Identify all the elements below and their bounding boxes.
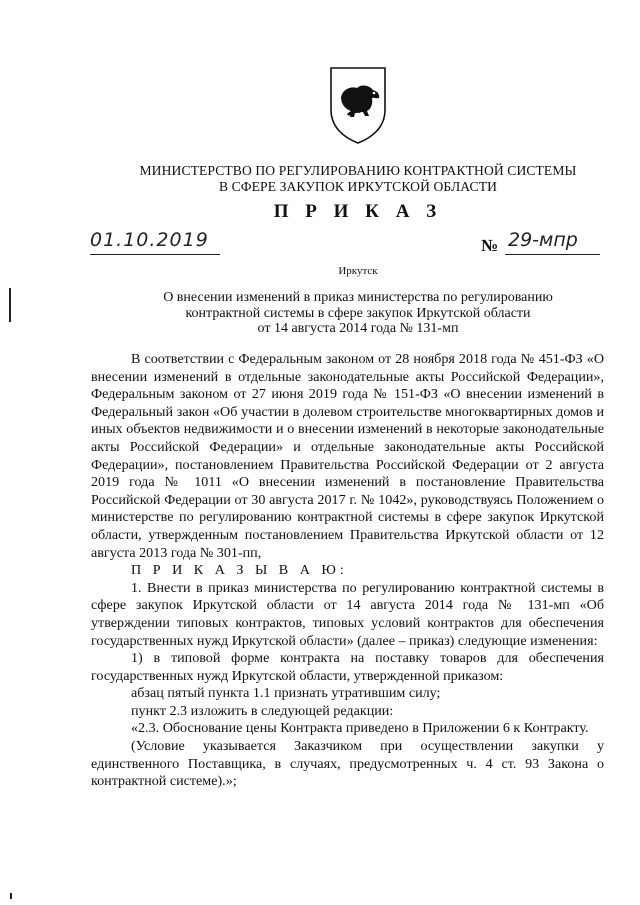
order-body	[91, 351, 604, 791]
ministry-name	[120, 163, 596, 195]
number-sign: №	[481, 236, 499, 255]
document-title: П Р И К А З	[273, 201, 443, 222]
amendment-paragraph-1: абзац пятый пункта 1.1 признать утратившим силу;	[131, 685, 441, 702]
subitem-1-paragraph: 1) в типовой форме контракта на поставку товаров для обеспечения государственных нужд Иркутской области, утвержденной приказом:	[91, 650, 604, 684]
handwritten-date: 01.10.2019	[90, 229, 209, 251]
irkutsk-coat-of-arms-emblem	[327, 64, 389, 146]
ministry-name-line2: В СФЕРЕ ЗАКУПОК ИРКУТСКОЙ ОБЛАСТИ	[218, 179, 498, 194]
order-word: П Р И К А З Ы В А Ю:	[131, 562, 348, 579]
subject-line3: от 14 августа 2014 года № 131-мп	[257, 321, 459, 336]
handwritten-order-number: 29-мпр	[508, 229, 578, 251]
ministry-name-line1: МИНИСТЕРСТВО ПО РЕГУЛИРОВАНИЮ КОНТРАКТНОЙ СИСТЕМЫ	[139, 163, 577, 178]
amendment-paragraph-2: пункт 2.3 изложить в следующей редакции:	[131, 702, 394, 719]
order-subject	[118, 290, 598, 337]
item-1-paragraph: 1. Внести в приказ министерства по регулированию контрактной системы в сфере закупок Иркутской области от 14 августа 2014 года № 131-мп «Об утверждении типовых контрактов, типовых условий контрактов для обеспечения государственных нужд Иркутской области» (далее – приказ) следующие изменения:	[91, 579, 604, 649]
preamble-paragraph: В соответствии с Федеральным законом от 28 ноября 2018 года № 451-ФЗ «О внесении изменений в отдельные законодательные акты Российской Федерации», Федеральным законом от 27 июня 2019 года № 151-ФЗ «О внесении изменений в Федеральный закон «Об участии в долевом строительстве многоквартирных домов и иных объектов недвижимости и о внесении изменений в некоторые законодательные акты Российской Федерации» и отдельные законодательные акты Российской Федерации», постановлением Правительства Российской Федерации от 2 августа 2019 года № 1011 «О внесении изменений в постановление Правительства Российской Федерации от 30 августа 2017 г. № 1042», руководствуясь Положением о министерстве по регулированию контрактной системы в сфере закупок Иркутской области, утвержденным постановлением Правительства Иркутской области от 12 августа 2013 года № 301-пп,	[91, 351, 604, 561]
subject-line2: контрактной системы в сфере закупок Иркутской области	[185, 305, 531, 321]
clause-2-3-paragraph: «2.3. Обоснование цены Контракта приведено в Приложении 6 к Контракту.	[131, 720, 589, 737]
subject-line1: О внесении изменений в приказ министерства по регулированию	[163, 290, 553, 305]
number-underline	[505, 254, 600, 255]
city-name: Иркутск	[338, 265, 378, 277]
clause-note-paragraph: (Условие указывается Заказчиком при осуществлении закупки у единственного Поставщика, в случаях, предусмотренных ч. 4 ст. 93 Закона о контрактной системе).»;	[91, 738, 604, 790]
date-underline	[90, 254, 220, 255]
margin-dot	[10, 893, 12, 899]
margin-mark	[9, 288, 11, 322]
